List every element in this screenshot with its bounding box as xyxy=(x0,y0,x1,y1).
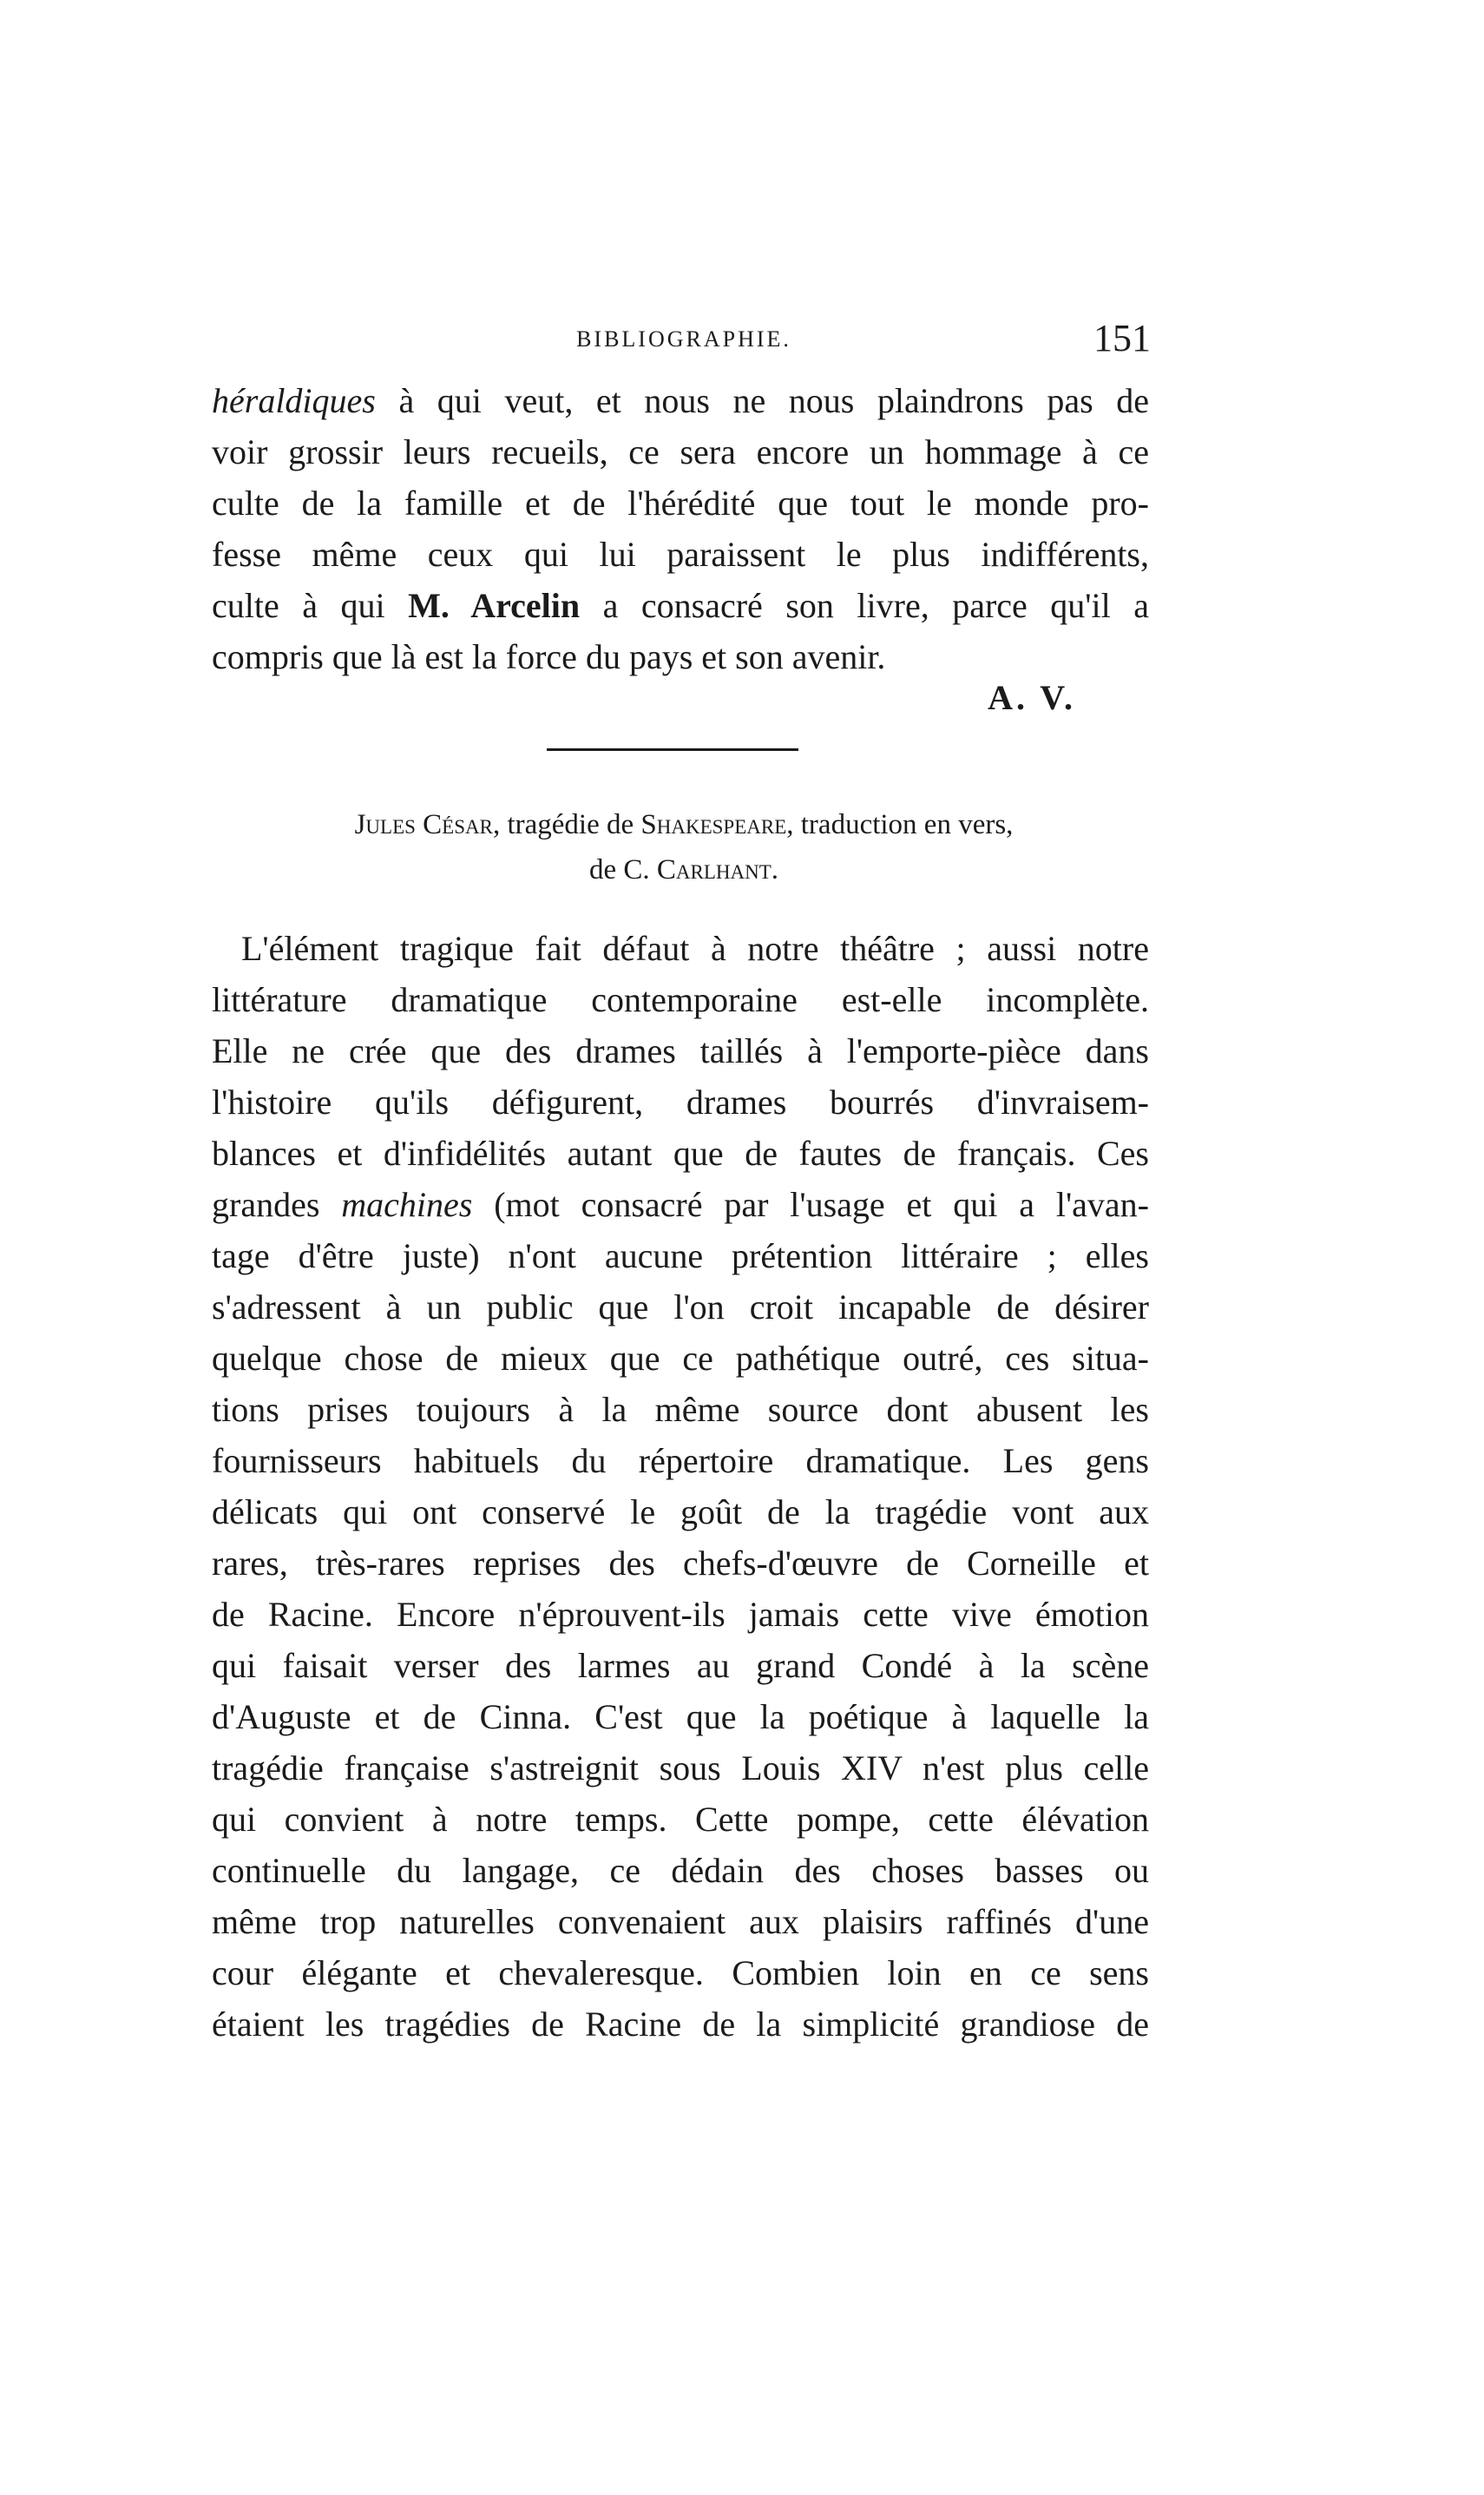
text-line: cour élégante et chevaleresque. Combien loin en ce sens xyxy=(212,1953,1149,1992)
text-line: culte à qui M. Arcelin a consacré son livre, parce qu'il a xyxy=(212,586,1150,625)
text-line: rares, très-rares reprises des chefs-d'œuvre de Corneille et xyxy=(212,1544,1149,1583)
review-body-text xyxy=(212,923,1149,2050)
author-name: Shakespeare xyxy=(640,809,787,840)
running-head xyxy=(212,316,1156,368)
text-line: culte de la famille et de l'hérédité que tout le monde pro- xyxy=(212,484,1149,523)
translator-name: Carlhant xyxy=(656,854,772,885)
author-name: M. Arcelin xyxy=(408,586,581,625)
text-line: littérature dramatique contemporaine est-elle incomplète. xyxy=(212,980,1149,1019)
text-line: L'élément tragique fait défaut à notre théâtre ; aussi notre xyxy=(241,929,1149,968)
text-line: s'adressent à un public que l'on croit incapable de désirer xyxy=(212,1287,1149,1326)
italic-term: machines xyxy=(341,1185,473,1224)
text-line: qui faisait verser des larmes au grand Condé à la scène xyxy=(212,1646,1149,1685)
previous-review-text xyxy=(212,375,1149,682)
text-line: voir grossir leurs recueils, ce sera encore un hommage à ce xyxy=(212,432,1149,471)
work-title: Jules César xyxy=(354,809,493,840)
text-line: tragédie française s'astreignit sous Louis XIV n'est plus celle xyxy=(212,1748,1149,1787)
title-line: Jules César, tragédie de Shakespeare, traduction en vers, xyxy=(354,809,1014,840)
text-line: blances et d'infidélités autant que de fautes de français. Ces xyxy=(212,1134,1149,1173)
text-line: étaient les tragédies de Racine de la simplicité grandiose de xyxy=(212,2005,1149,2044)
text-line: tage d'être juste) n'ont aucune prétention littéraire ; elles xyxy=(212,1236,1149,1275)
text-line: même trop naturelles convenaient aux plaisirs raffinés d'une xyxy=(212,1902,1149,1941)
text-line: fesse même ceux qui lui paraissent le plus indifférents, xyxy=(212,535,1149,574)
text-line: tions prises toujours à la même source dont abusent les xyxy=(212,1390,1149,1429)
text-line: continuelle du langage, ce dédain des choses basses ou xyxy=(212,1851,1149,1890)
text-line: qui convient à notre temps. Cette pompe, cette élévation xyxy=(212,1800,1149,1839)
text-line: quelque chose de mieux que ce pathétique outré, ces situa- xyxy=(212,1339,1149,1378)
text-line: délicats qui ont conservé le goût de la tragédie vont aux xyxy=(212,1492,1149,1531)
text-line: grandes machines (mot consacré par l'usage et qui a l'avan- xyxy=(212,1185,1149,1224)
text-line: Elle ne crée que des drames taillés à l'emporte-pièce dans xyxy=(212,1031,1149,1070)
review-title xyxy=(212,802,1156,892)
text-line: compris que là est la force du pays et son avenir. xyxy=(212,637,886,676)
text-line: l'histoire qu'ils défigurent, drames bourrés d'invraisem- xyxy=(212,1083,1149,1122)
running-title: BIBLIOGRAPHIE. xyxy=(576,326,791,352)
italic-term: héraldiques xyxy=(212,381,376,420)
title-line: de C. Carlhant. xyxy=(588,854,779,885)
text-line: d'Auguste et de Cinna. C'est que la poétique à laquelle la xyxy=(212,1697,1149,1736)
page-number: 151 xyxy=(1093,317,1151,359)
text-line: héraldiques à qui veut, et nous ne nous plaindrons pas de xyxy=(212,381,1150,420)
text-line: fournisseurs habituels du répertoire dramatique. Les gens xyxy=(212,1441,1149,1480)
text-line: de Racine. Encore n'éprouvent-ils jamais cette vive émotion xyxy=(212,1595,1149,1634)
review-signature: A. V. xyxy=(988,678,1076,717)
section-separator xyxy=(547,748,798,751)
